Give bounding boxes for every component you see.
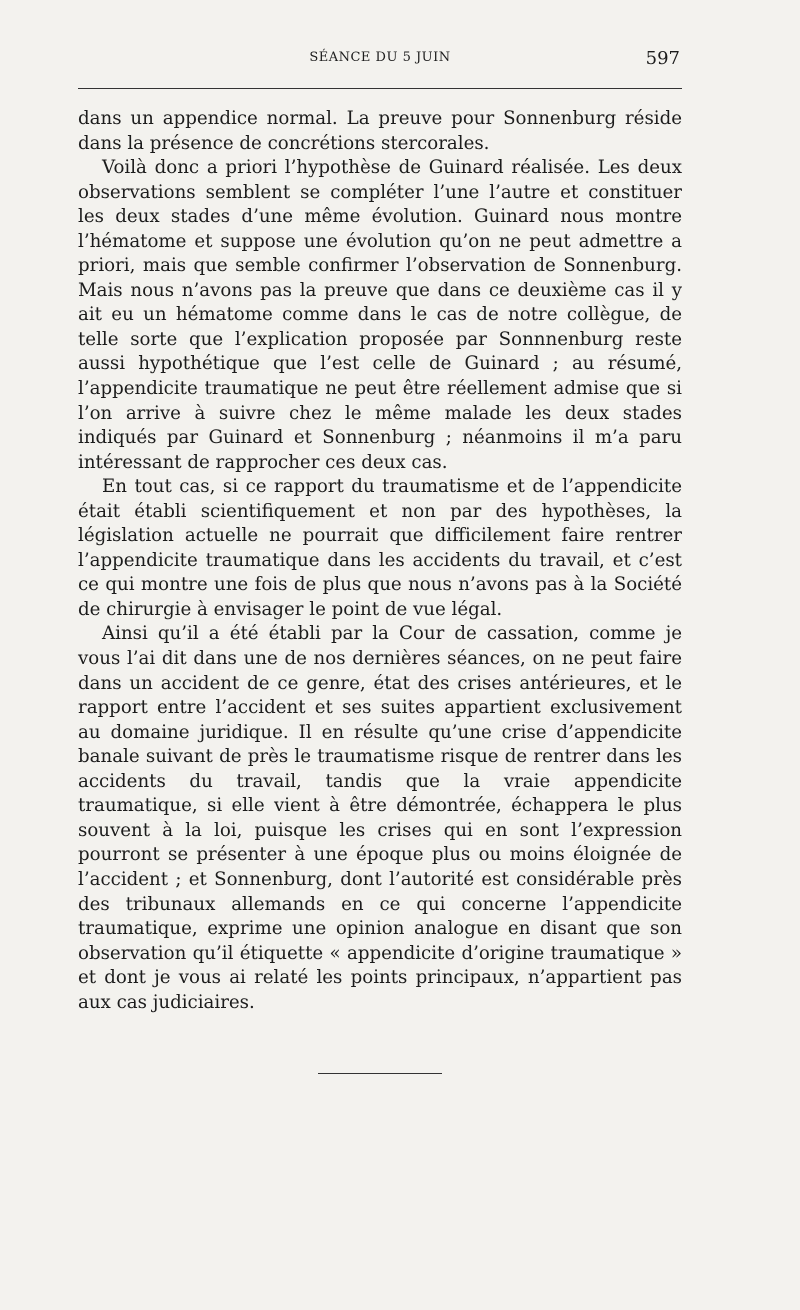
paragraph-continued: dans un appendice normal. La preuve pour Sonnenburg réside dans la présence de concrétions stercorales.	[78, 108, 682, 154]
end-rule	[318, 1073, 442, 1074]
page-number: 597	[645, 48, 680, 69]
body-text	[78, 107, 682, 1015]
header-rule	[78, 88, 682, 89]
running-head	[78, 50, 682, 72]
paragraph-legislation: En tout cas, si ce rapport du traumatisme et de l’appendicite était établi scientifiquement et non par des hypothèses, la législation actuelle ne pourrait que difficilement faire rentrer l’appendicite traumatique dans les accidents du travail, et c’est ce qui montre une fois de plus que nous n’avons pas à la Société de chirurgie à envisager le point de vue légal.	[78, 476, 682, 620]
paragraph-guinard-hypothesis: Voilà donc a priori l’hypothèse de Guinard réalisée. Les deux observations semblent se compléter l’une l’autre et constituer les deux stades d’une même évolution. Guinard nous montre l’hématome et suppose une évolution qu’on ne peut admettre a priori, mais que semble confirmer l’observation de Sonnenburg. Mais nous n’avons pas la preuve que dans ce deuxième cas il y ait eu un hématome comme dans le cas de notre collègue, de telle sorte que l’explication proposée par Sonnnenburg reste aussi hypothétique que l’est celle de Guinard ; au résumé, l’appendicite traumatique ne peut être réellement admise que si l’on arrive à suivre chez le même malade les deux stades indiqués par Guinard et Sonnenburg ; néanmoins il m’a paru intéressant de rapprocher ces deux cas.	[78, 157, 682, 473]
running-title: SÉANCE DU 5 JUIN	[309, 50, 451, 65]
paragraph-cour-de-cassation: Ainsi qu’il a été établi par la Cour de cassation, comme je vous l’ai dit dans une de nos dernières séances, on ne peut faire dans un accident de ce genre, état des crises antérieures, et le rapport entre l’accident et ses suites appartient exclusivement au domaine juridique. Il en résulte qu’une crise d’appendicite banale suivant de près le traumatisme risque de rentrer dans les accidents du travail, tandis que la vraie appendicite traumatique, si elle vient à être démontrée, échappera le plus souvent à la loi, puisque les crises qui en sont l’expression pourront se présenter à une époque plus ou moins éloignée de l’accident ; et Sonnenburg, dont l’autorité est considérable près des tribunaux allemands en ce qui concerne l’appendicite traumatique, exprime une opinion analogue en disant que son observation qu’il étiquette « appendicite d’origine traumatique » et dont je vous ai relaté les points principaux, n’appartient pas aux cas judiciaires.	[78, 623, 682, 1013]
